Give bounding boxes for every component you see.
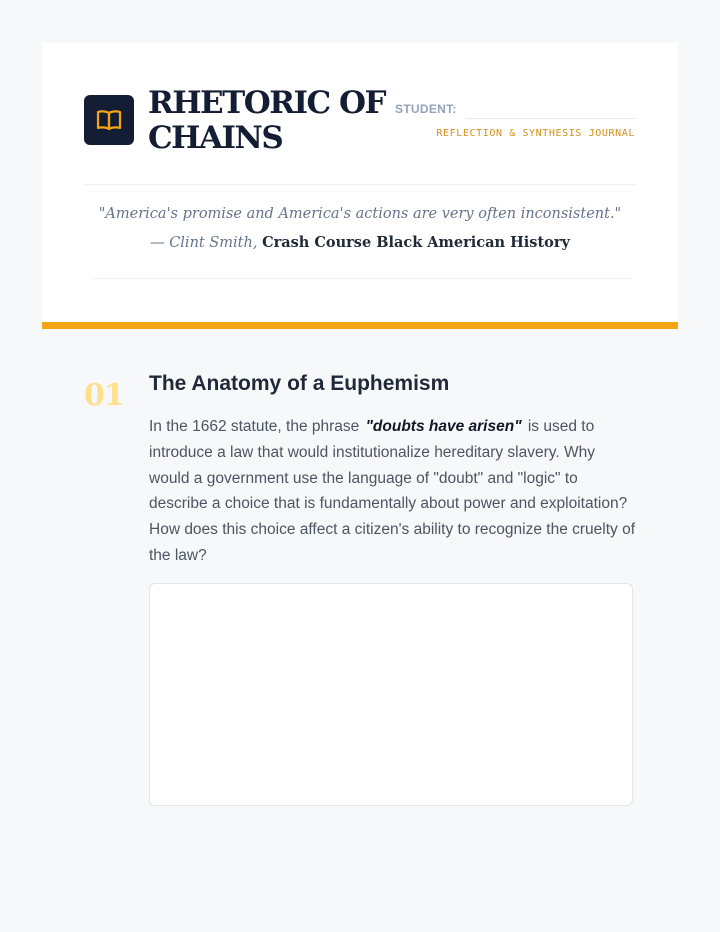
section-number: 01	[84, 378, 124, 413]
section-title: The Anatomy of a Euphemism	[149, 372, 450, 395]
quoted-phrase: "doubts have arisen"	[365, 418, 522, 435]
accent-bar	[42, 322, 678, 329]
journal-subtitle: REFLECTION & SYNTHESIS JOURNAL	[436, 128, 635, 139]
student-label: STUDENT:	[395, 102, 457, 116]
title-line-2: CHAINS	[148, 120, 283, 156]
section-prompt	[149, 414, 639, 569]
logo	[84, 95, 134, 145]
epigraph-quote: "America's promise and America's actions are very often inconsistent."	[98, 206, 622, 222]
divider	[84, 184, 636, 185]
page-title	[148, 86, 385, 156]
open-book-icon	[95, 108, 123, 132]
attribution-dash: —	[150, 235, 170, 251]
student-name-field[interactable]	[466, 118, 635, 119]
divider	[92, 278, 632, 279]
title-line-1: RHETORIC OF	[148, 85, 385, 121]
epigraph-attribution	[42, 234, 678, 251]
prompt-text-end: is used to introduce a law that would institutionalize hereditary slavery. Why would a government use the language of "doubt" and "logic" to describe a choice that is fundamentally about power and exploitation? How does this choice affect a citizen's ability to recognize the cruelty of the law?	[149, 418, 636, 564]
answer-textarea[interactable]	[149, 583, 633, 806]
prompt-text-start: In the 1662 statute, the phrase	[149, 418, 364, 435]
quote-source: Crash Course Black American History	[262, 234, 570, 251]
quote-author: Clint Smith	[169, 235, 253, 251]
attribution-separator: ,	[252, 235, 263, 251]
